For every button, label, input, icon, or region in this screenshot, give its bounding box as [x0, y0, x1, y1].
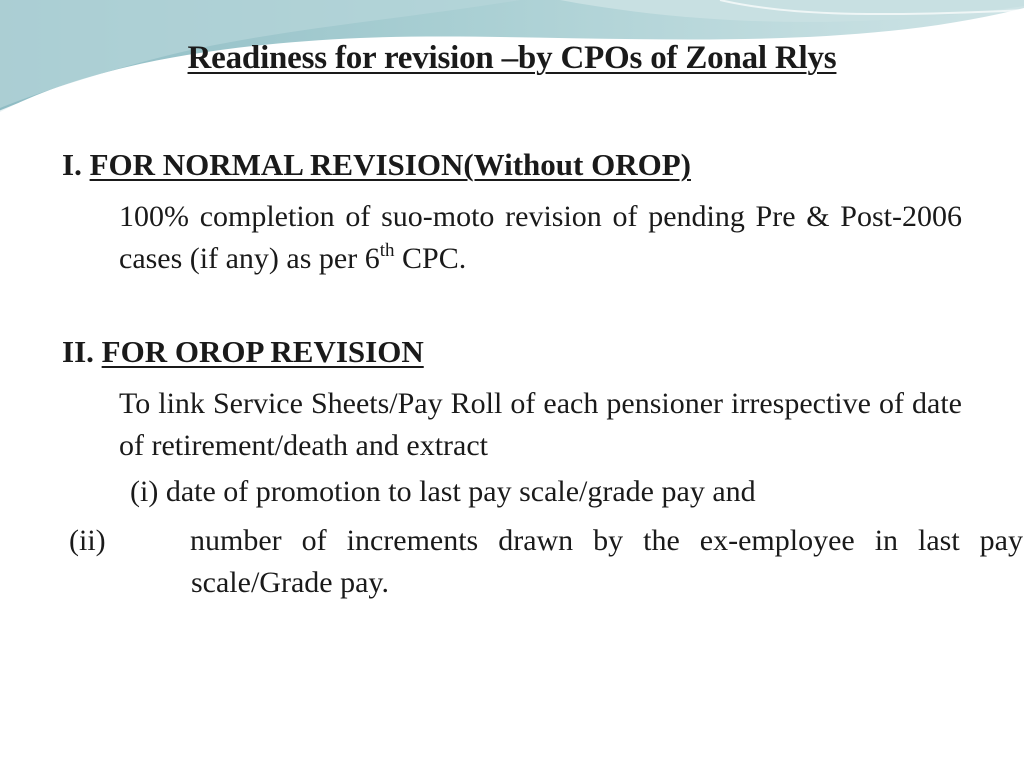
- section-2-number: II.: [62, 334, 94, 369]
- section-1-paragraph: [119, 196, 962, 280]
- ordinal-suffix: th: [379, 240, 395, 261]
- list-item-marker: (i): [130, 475, 159, 508]
- list-item-text: date of promotion to last pay scale/grade pay and: [165, 475, 756, 508]
- list-item: [130, 471, 962, 513]
- section-1-number: I.: [62, 147, 82, 182]
- section-1-heading: [62, 147, 691, 183]
- list-item-text: number of increments drawn by the ex-employee in last pay scale/Grade pay.: [190, 524, 1023, 599]
- section-1-text: 100% completion of suo-moto revision of pending Pre & Post-2006 cases (if any) as per 6: [119, 200, 962, 275]
- section-2-label: FOR OROP REVISION: [101, 334, 424, 369]
- section-1-text-end: CPC.: [394, 242, 467, 275]
- slide-title: Readiness for revision –by CPOs of Zonal Rlys: [187, 40, 837, 76]
- list-item: [69, 520, 1023, 604]
- section-1-label: FOR NORMAL REVISION(Without OROP): [89, 147, 691, 182]
- list-item-marker: (ii): [69, 524, 106, 557]
- section-2-heading: [62, 334, 424, 370]
- section-2-paragraph: To link Service Sheets/Pay Roll of each pensioner irrespective of date of retirement/death and extract: [119, 387, 962, 462]
